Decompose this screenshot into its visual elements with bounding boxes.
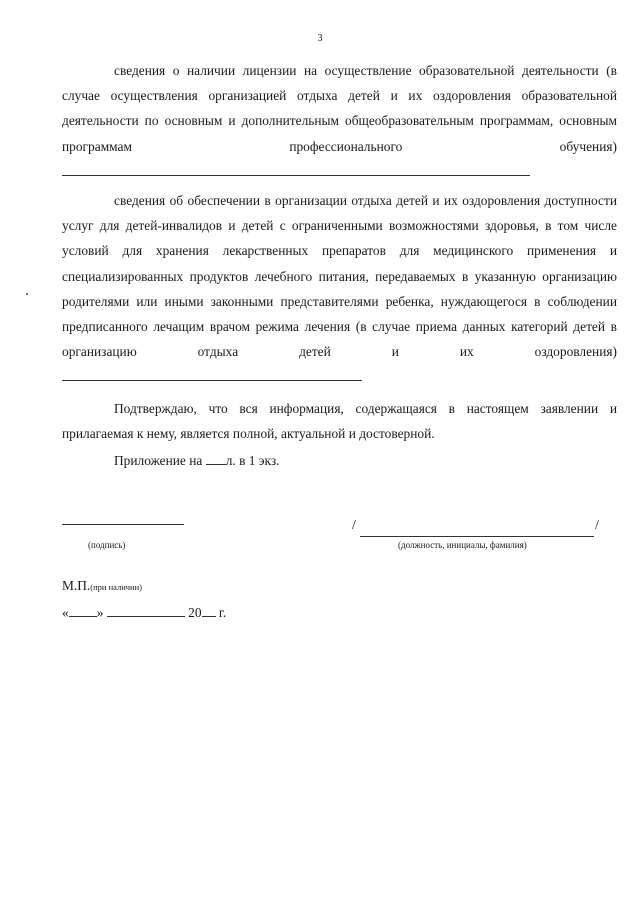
confirmation-paragraph-block <box>62 396 617 446</box>
page-number: 3 <box>317 33 323 44</box>
license-paragraph <box>62 58 617 184</box>
accessibility-paragraph-block <box>62 188 617 390</box>
date-year-suffix: г. <box>218 605 227 620</box>
position-slash-left: / <box>352 518 356 533</box>
signature-caption: (подпись) <box>88 540 126 550</box>
date-close-quote: » <box>96 605 104 620</box>
attachment-suffix: л. в 1 экз. <box>225 453 280 468</box>
position-slash-right: / <box>595 518 599 533</box>
date-day-field[interactable] <box>69 604 97 617</box>
attachment-pages-field[interactable] <box>206 452 226 465</box>
stamp-label <box>62 578 142 594</box>
scan-mark <box>26 293 28 295</box>
stamp-note: (при наличии) <box>90 582 142 592</box>
accessibility-fill-line[interactable] <box>62 366 362 381</box>
date-month-field[interactable] <box>107 604 185 617</box>
attachment-prefix: Приложение на <box>114 453 203 468</box>
position-caption: (должность, инициалы, фамилия) <box>398 540 527 550</box>
attachment-paragraph <box>62 448 617 473</box>
position-line[interactable] <box>360 536 594 537</box>
date-line <box>62 604 226 621</box>
accessibility-paragraph <box>62 188 617 390</box>
signature-line[interactable] <box>62 524 184 525</box>
date-year-field[interactable] <box>202 604 216 617</box>
license-text: сведения о наличии лицензии на осуществление образовательной деятельности (в случае осуществления организацией отдыха детей и их оздоровления образовательной деятельности по основным и дополнительным общеобразовательным программам, основным программам профессионального обучения) <box>62 63 617 154</box>
confirmation-paragraph: Подтверждаю, что вся информация, содержащаяся в настоящем заявлении и прилагаемая к нему, является полной, актуальной и достоверной. <box>62 401 617 442</box>
date-open-quote: « <box>62 605 69 620</box>
date-year-prefix: 20 <box>188 605 202 620</box>
stamp-mp: М.П. <box>62 578 91 593</box>
attachment-paragraph-block <box>62 448 617 473</box>
license-fill-line[interactable] <box>62 161 530 176</box>
license-paragraph-block <box>62 58 617 184</box>
accessibility-text: сведения об обеспечении в организации отдыха детей и их оздоровления доступности услуг для детей-инвалидов и детей с ограниченными возможностями здоровья, в том числе условий для хранения лекарственных препаратов для медицинского применения и специализированных продуктов лечебного питания, передаваемых в указанную организацию родителями или иными законными представителями ребенка, нуждающегося в соблюдении предписанного лечащим врачом режима лечения (в случае приема данных категорий детей в организацию отдыха детей и их оздоровления) <box>62 193 617 360</box>
